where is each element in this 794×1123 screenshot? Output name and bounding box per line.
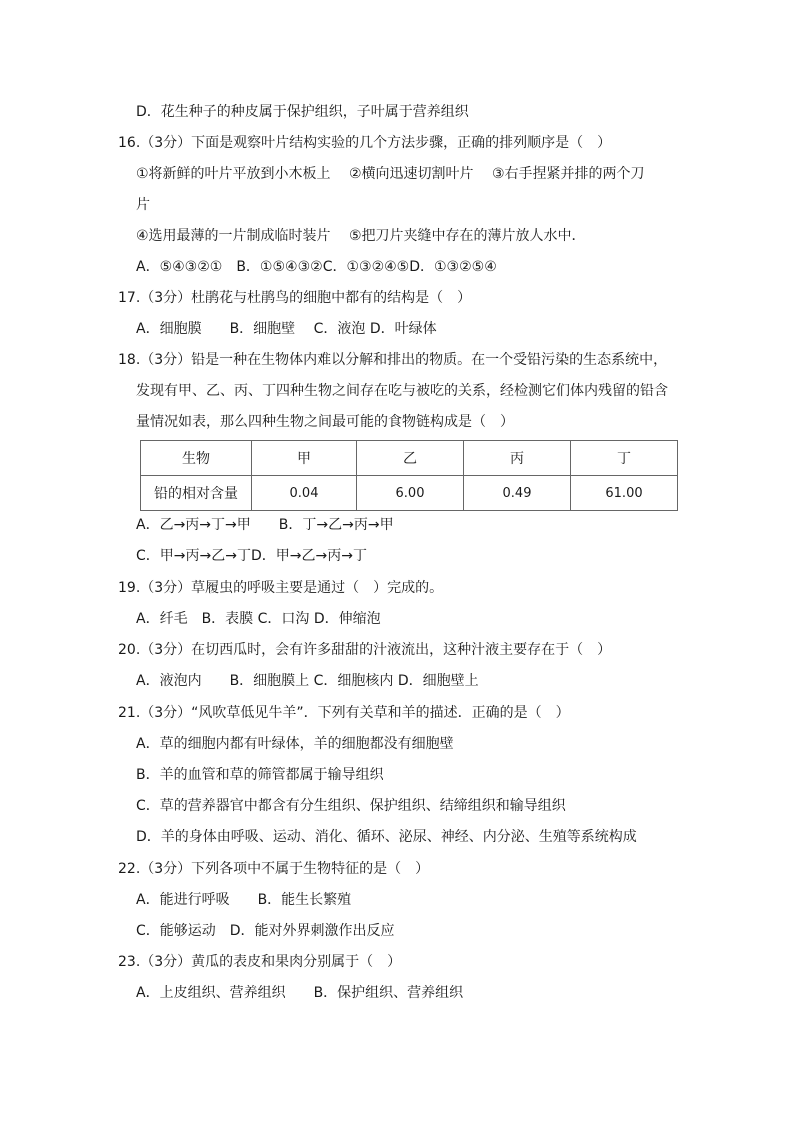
table-header-cell: 甲: [252, 441, 357, 476]
q17-options: A．细胞膜 B．细胞壁 C．液泡 D．叶绿体: [136, 321, 437, 337]
table-row: [141, 476, 678, 511]
question-21: 21.（3分）“风吹草低见牛羊”．下列有关草和羊的描述．正确的是（ ）: [118, 705, 570, 721]
table-cell: 6.00: [357, 476, 464, 511]
question-16: 16.（3分）下面是观察叶片结构实验的几个方法步骤，正确的排列顺序是（ ）: [118, 135, 612, 151]
table-cell: 铅的相对含量: [141, 476, 252, 511]
table-header-row: [141, 441, 678, 476]
q22-options-2: C．能够运动 D．能对外界刺激作出反应: [136, 923, 395, 939]
table-cell: 0.04: [252, 476, 357, 511]
q19-options: A．纤毛 B．表膜 C．口沟 D．伸缩泡: [136, 611, 381, 627]
question-18-cont-1: 发现有甲、乙、丙、丁四种生物之间存在吃与被吃的关系，经检测它们体内残留的铅含: [136, 383, 668, 399]
question-20: 20.（3分）在切西瓜时，会有许多甜甜的汁液流出，这种汁液主要存在于（ ）: [118, 642, 612, 658]
table-header-cell: 丙: [464, 441, 571, 476]
table-header-cell: 乙: [357, 441, 464, 476]
question-17: 17.（3分）杜鹃花与杜鹃鸟的细胞中都有的结构是（ ）: [118, 290, 472, 306]
q16-options: A．⑤④③②① B．①⑤④③②C．①③②④⑤D．①③②⑤④: [136, 259, 497, 275]
table-cell: 61.00: [571, 476, 678, 511]
q16-steps-1-cont: 片: [136, 197, 150, 213]
question-19: 19.（3分）草履虫的呼吸主要是通过（ ）完成的。: [118, 580, 444, 596]
q21-option-b: B．羊的血管和草的筛管都属于输导组织: [136, 767, 384, 783]
lead-content-table: [140, 440, 678, 511]
table-cell: 0.49: [464, 476, 571, 511]
q18-options-1: A．乙→丙→丁→甲 B．丁→乙→丙→甲: [136, 517, 394, 533]
q23-options: A．上皮组织、营养组织 B．保护组织、营养组织: [136, 985, 464, 1001]
q16-steps-2: ④选用最薄的一片制成临时装片 ⑤把刀片夹缝中存在的薄片放人水中．: [136, 228, 586, 244]
question-18: 18.（3分）铅是一种在生物体内难以分解和排出的物质。在一个受铅污染的生态系统中，: [118, 352, 668, 368]
question-18-cont-2: 量情况如表，那么四种生物之间最可能的食物链构成是（ ）: [136, 414, 514, 430]
table-header-cell: 生物: [141, 441, 252, 476]
q16-steps-1: ①将新鲜的叶片平放到小木板上 ②横向迅速切割叶片 ③右手捏紧并排的两个刀: [136, 166, 645, 182]
q22-options-1: A．能进行呼吸 B．能生长繁殖: [136, 892, 352, 908]
q15-option-d: D．花生种子的种皮属于保护组织，子叶属于营养组织: [136, 104, 469, 120]
table-header-cell: 丁: [571, 441, 678, 476]
q20-options: A．液泡内 B．细胞膜上 C．细胞核内 D．细胞壁上: [136, 673, 479, 689]
q21-option-a: A．草的细胞内都有叶绿体，羊的细胞都没有细胞壁: [136, 736, 454, 752]
question-22: 22.（3分）下列各项中不属于生物特征的是（ ）: [118, 861, 430, 877]
q18-options-2: C．甲→丙→乙→丁D．甲→乙→丙→丁: [136, 548, 367, 564]
q21-option-d: D．羊的身体由呼吸、运动、消化、循环、泌尿、神经、内分泌、生殖等系统构成: [136, 829, 637, 845]
q21-option-c: C．草的营养器官中都含有分生组织、保护组织、结缔组织和输导组织: [136, 798, 566, 814]
question-23: 23.（3分）黄瓜的表皮和果肉分别属于（ ）: [118, 954, 402, 970]
